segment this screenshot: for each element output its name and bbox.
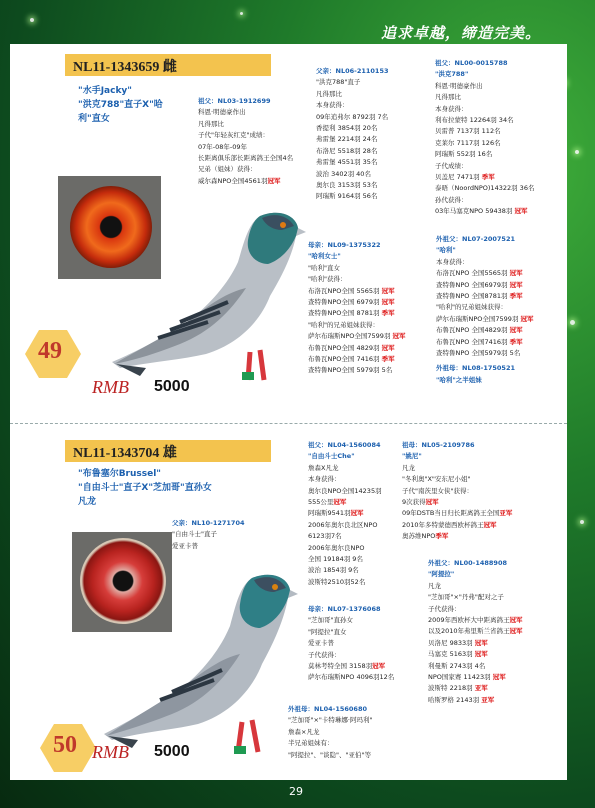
mother: 母亲：NL07-1376068 "芝加哥"直孙女 "阿提拉"直女 爱亚卡普 子代获得： 莫林考特全国 3158羽冠军 萨尔布瑞斯NPO 4096羽12名 (308, 605, 395, 682)
ring-number: NL11-1343659 雌 (73, 60, 177, 75)
sparkle (580, 520, 584, 524)
sparkle (240, 12, 243, 15)
sparkle (30, 18, 34, 22)
ring-number: NL11-1343704 雄 (73, 446, 177, 461)
currency-label: RMB (92, 377, 129, 397)
slogan: 追求卓越，缔造完美。 (380, 24, 541, 42)
page-number: 29 (289, 785, 303, 798)
maternal-grandmother: 外祖母：NL04-1560680 "芝加哥"×"卡特琳娜·阿玛利" 詹森×凡龙 半兄弟姐妹有： "阿提拉"、"谈隐"、"亚伯"等 (288, 705, 373, 759)
pigeon-photo (110, 204, 310, 394)
maternal-grandfather: 外祖父：NL07-2007521 "哈利" 本身获得： 布洛瓦NPO 全国5565羽 冠军 查特鲁NPO 全国6979羽 冠军 查特鲁NPO 全国8781羽 季军 "哈利"的兄弟姐妹获得： 萨尔布瑞斯NPO全国7599羽 冠军 布鲁瓦NPO 全国4829羽 冠军 布鲁瓦NPO 全国7416羽 季军 查特鲁NPO 全国5979羽 5名 外祖母：NL08-1750521 "哈利"之半姐妹 (436, 235, 534, 384)
lot-number: 50 (53, 732, 77, 758)
section-divider (10, 423, 567, 424)
lot-number: 49 (38, 338, 62, 364)
father: 父亲：NL06-2110153 "洪克788"直子 凡得那比 本身获得： 09年追弗尔 8792羽 7名 香提利 3854羽 20名 弗雷堡 2214羽 24名 布洛尼 5518羽 28名 弗雷堡 4551羽 35名 波治 3402羽 40名 奥尔良 3153羽 53名 阿瑞斯 9164羽 56名 (316, 67, 389, 201)
sparkle (570, 320, 575, 325)
pigeon-photo (102, 564, 302, 764)
catalog-page (10, 44, 567, 780)
paternal-grandfather: 祖父：NL03-1912699 科恩·明德豪作出 凡得那比 子代"年轻灰红克"成绩： 07年-08年-09年 长距离俱乐部长距离鸽王全国4名 兄弟（姐妹）获得： 威尔森NPO全国4561羽冠军 (198, 97, 294, 185)
grandfather-top: 祖父：NL00-0015788 "洪克788" 科恩·明德豪作出 凡得那比 本身获得： 利布拉蒙特 12264羽 34名 贝雷普 7137羽 112名 克莱尔 7117羽 126名 阿瑞斯 552羽 16名 子代成绩： 贝盖尼 7471羽 季军 泰晤（NoordNPO)14322羽 36名 孙代获得： 03年马塞克NPO 59438羽 冠军 (435, 59, 535, 216)
currency-label: RMB (92, 742, 129, 762)
bird-description: "水手Jacky" "洪克788"直子X"哈 利"直女 (78, 86, 163, 124)
paternal-grandmother: 祖母：NL05-2109786 "姚尼" 凡龙 "冬利奥"X"安东尼小姐" 子代"南茨里女侠"获得： 9次获得冠军 09年DSTB当日归长距离鸽王全国亚军 2010年多特蒙德西欧杯鸽王冠军 奥苏维NPO季军 (402, 441, 513, 541)
price: 5000 (154, 378, 190, 395)
sparkle (575, 150, 579, 154)
mother: 母亲：NL09-1375322 "哈利女士" "哈利"直女 "哈利"获得： 布洛瓦NPO全国 5565羽 冠军 查特鲁NPO全国 6979羽 冠军 查特鲁NPO全国 8781羽 季军 "哈利"的兄弟姐妹获得： 萨尔布瑞斯NPO全国7599羽 冠军 布鲁瓦NPO全国 4829羽 冠军 布鲁瓦NPO全国 7416羽 季军 查特鲁NPO全国 5979羽 5名 (308, 241, 406, 375)
maternal-grandfather: 外祖父：NL00-1488908 "阿提拉" 凡龙 "芝加哥"×"丹弗"配对之子 子代获得： 2009年西欧杯大中距离鸽王冠军 以及2010年弗里斯兰省鸽王冠军 贝洛尼 9833羽 冠军 马塞克 5163羽 冠军 利曼斯 2743羽 4名 NPO国家赛 11423羽 冠军 波斯特 2218羽 亚军 哈斯罗格 2143羽 亚军 (428, 559, 523, 704)
bird-description: "布鲁塞尔Brussel" "自由斗士"直子X"芝加哥"直孙女 凡龙 (78, 469, 212, 507)
father: 父亲：NL10-1271704 "自由斗士"直子 爱亚卡普 (172, 519, 245, 550)
price: 5000 (154, 743, 190, 760)
paternal-grandfather: 祖父：NL04-1560084 "自由斗士Che" 詹森X凡龙 本身获得： 奥尔良NPO全国14235羽 555公里冠军 阿瑞斯9541羽冠军 2006年奥尔良北区NPO 6123羽7名 2006年奥尔良NPO 全国 19184羽 9名 波治 1854羽 9名 波斯特2510羽52名 (308, 441, 382, 586)
